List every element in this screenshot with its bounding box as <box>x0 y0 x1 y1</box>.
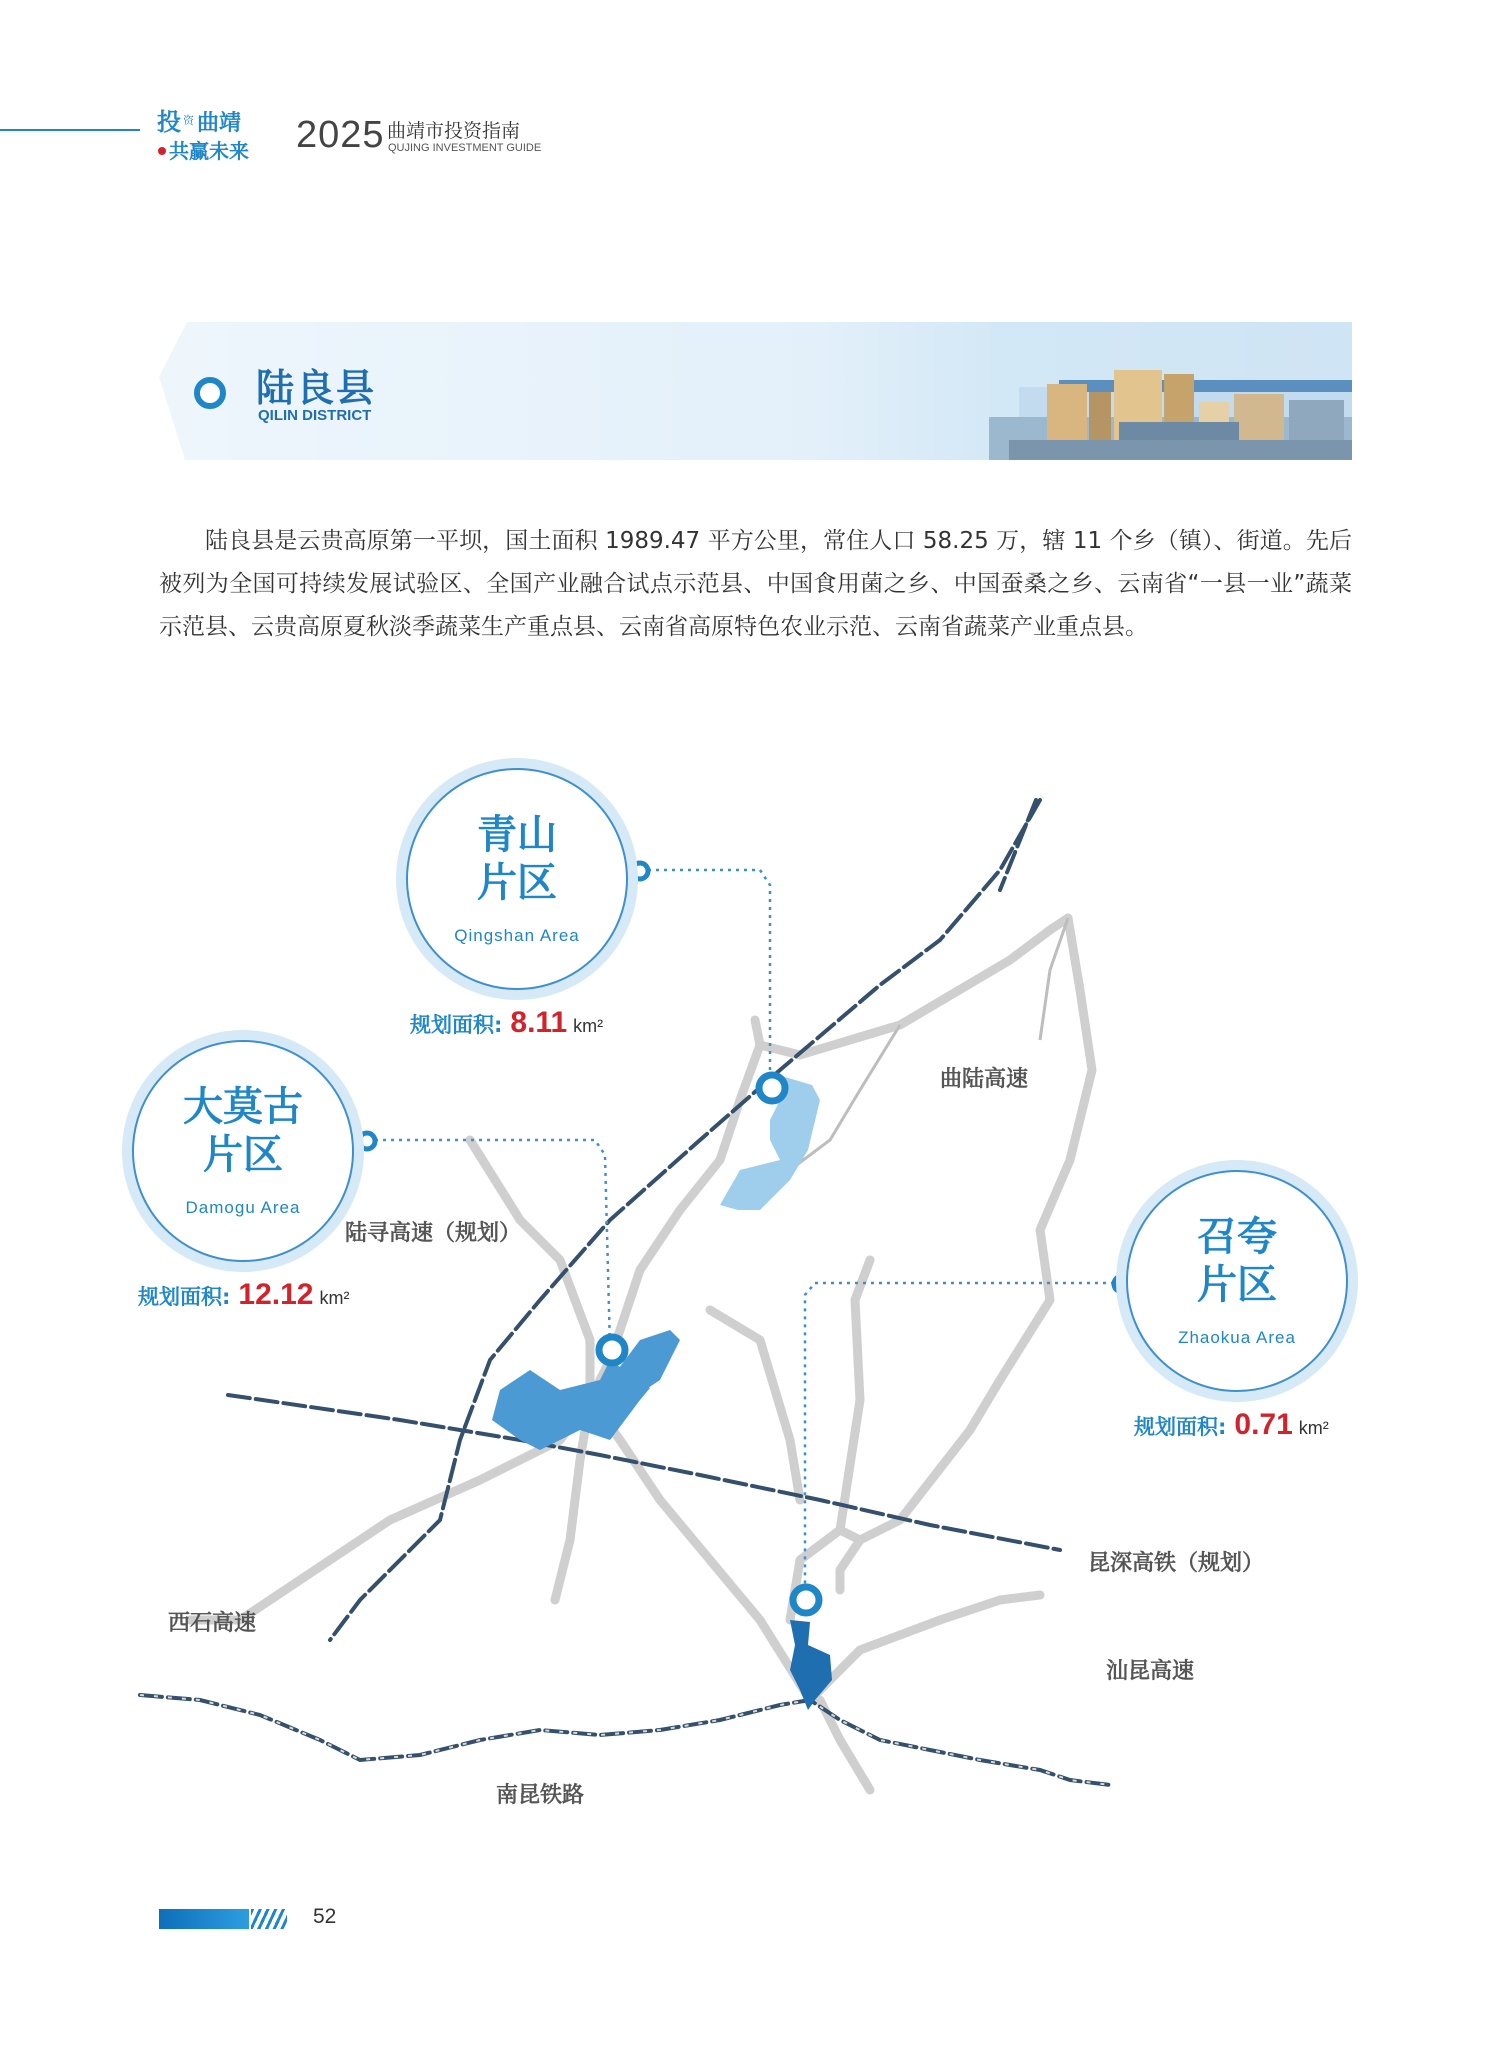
road-label-qulu: 曲陆高速 <box>940 1067 1029 1092</box>
railway-sleepers <box>140 1695 1110 1785</box>
damogu-name-line2: 片区 <box>203 1132 283 1178</box>
svg-text:曲靖: 曲靖 <box>197 111 242 136</box>
area-value: 8.11 <box>510 1006 568 1039</box>
footer-bar <box>159 1909 249 1929</box>
page-number: 52 <box>313 1905 337 1928</box>
svg-text:资: 资 <box>183 114 194 127</box>
area-value: 0.71 <box>1234 1408 1293 1441</box>
road-label-shankun: 汕昆高速 <box>1106 1659 1195 1684</box>
qingshan-name-en: Qingshan Area <box>454 926 580 945</box>
section-title: 陆良县 <box>256 366 377 410</box>
damogu-area-bubble <box>122 1030 364 1272</box>
header-guide-title: 曲靖市投资指南 <box>387 120 521 142</box>
zhaokua-area-size <box>1134 1408 1329 1442</box>
qingshan-area-size <box>410 1006 603 1040</box>
zhaokua-location-pin <box>793 1587 819 1613</box>
zhaokua-name-en: Zhaokua Area <box>1178 1328 1296 1347</box>
area-unit: km² <box>573 1016 604 1036</box>
damogu-area-size <box>138 1278 349 1312</box>
zhaokua-zone-shape <box>790 1620 832 1710</box>
area-map <box>0 740 1496 1820</box>
svg-text:共赢未来: 共赢未来 <box>169 139 249 162</box>
area-label: 规划面积: <box>410 1013 503 1037</box>
area-label: 规划面积: <box>1134 1415 1227 1439</box>
zhaokua-name-line1: 召夸 <box>1197 1214 1277 1260</box>
header-guide-subtitle: QUJING INVESTMENT GUIDE <box>388 142 542 154</box>
area-unit: km² <box>1298 1418 1329 1438</box>
brand-logo <box>155 104 285 162</box>
footer-stripes <box>251 1909 287 1929</box>
zhaokua-name-line2: 片区 <box>1197 1262 1277 1308</box>
bullet-ring-icon <box>194 377 226 409</box>
qingshan-name-line2: 片区 <box>477 860 557 906</box>
header-rule <box>0 129 140 131</box>
zhaokua-area-bubble <box>1116 1160 1358 1402</box>
qingshan-location-pin <box>759 1075 785 1101</box>
area-unit: km² <box>319 1288 350 1308</box>
svg-text:投: 投 <box>157 108 181 136</box>
qingshan-area-bubble <box>396 758 638 1000</box>
road-label-luxun: 陆寻高速（规划） <box>345 1221 522 1246</box>
header-year: 2025 <box>296 114 385 156</box>
intro-paragraph: 陆良县是云贵高原第一平坝，国土面积 1989.47 平方公里，常住人口 58.25 万，辖 11 个乡（镇）、街道。先后被列为全国可持续发展试验区、全国产业融合试点示范县、中国食用菌之乡、中国蚕桑之乡、云南省“一县一业”蔬菜示范县、云贵高原夏秋淡季蔬菜生产重点县、云南省高原特色农业示范、云南省蔬菜产业重点县。 <box>159 528 1352 640</box>
qingshan-name-line1: 青山 <box>477 812 557 858</box>
area-value: 12.12 <box>238 1278 314 1311</box>
damogu-name-line1: 大莫古 <box>183 1084 303 1130</box>
damogu-location-pin <box>599 1337 625 1363</box>
damogu-name-en: Damogu Area <box>185 1198 301 1217</box>
road-label-xishi: 西石高速 <box>168 1611 257 1636</box>
area-label: 规划面积: <box>138 1285 231 1309</box>
road-label-nankun: 南昆铁路 <box>496 1783 585 1808</box>
section-subtitle: QILIN DISTRICT <box>258 407 372 424</box>
road-label-kunshen: 昆深高铁（规划） <box>1088 1551 1265 1576</box>
